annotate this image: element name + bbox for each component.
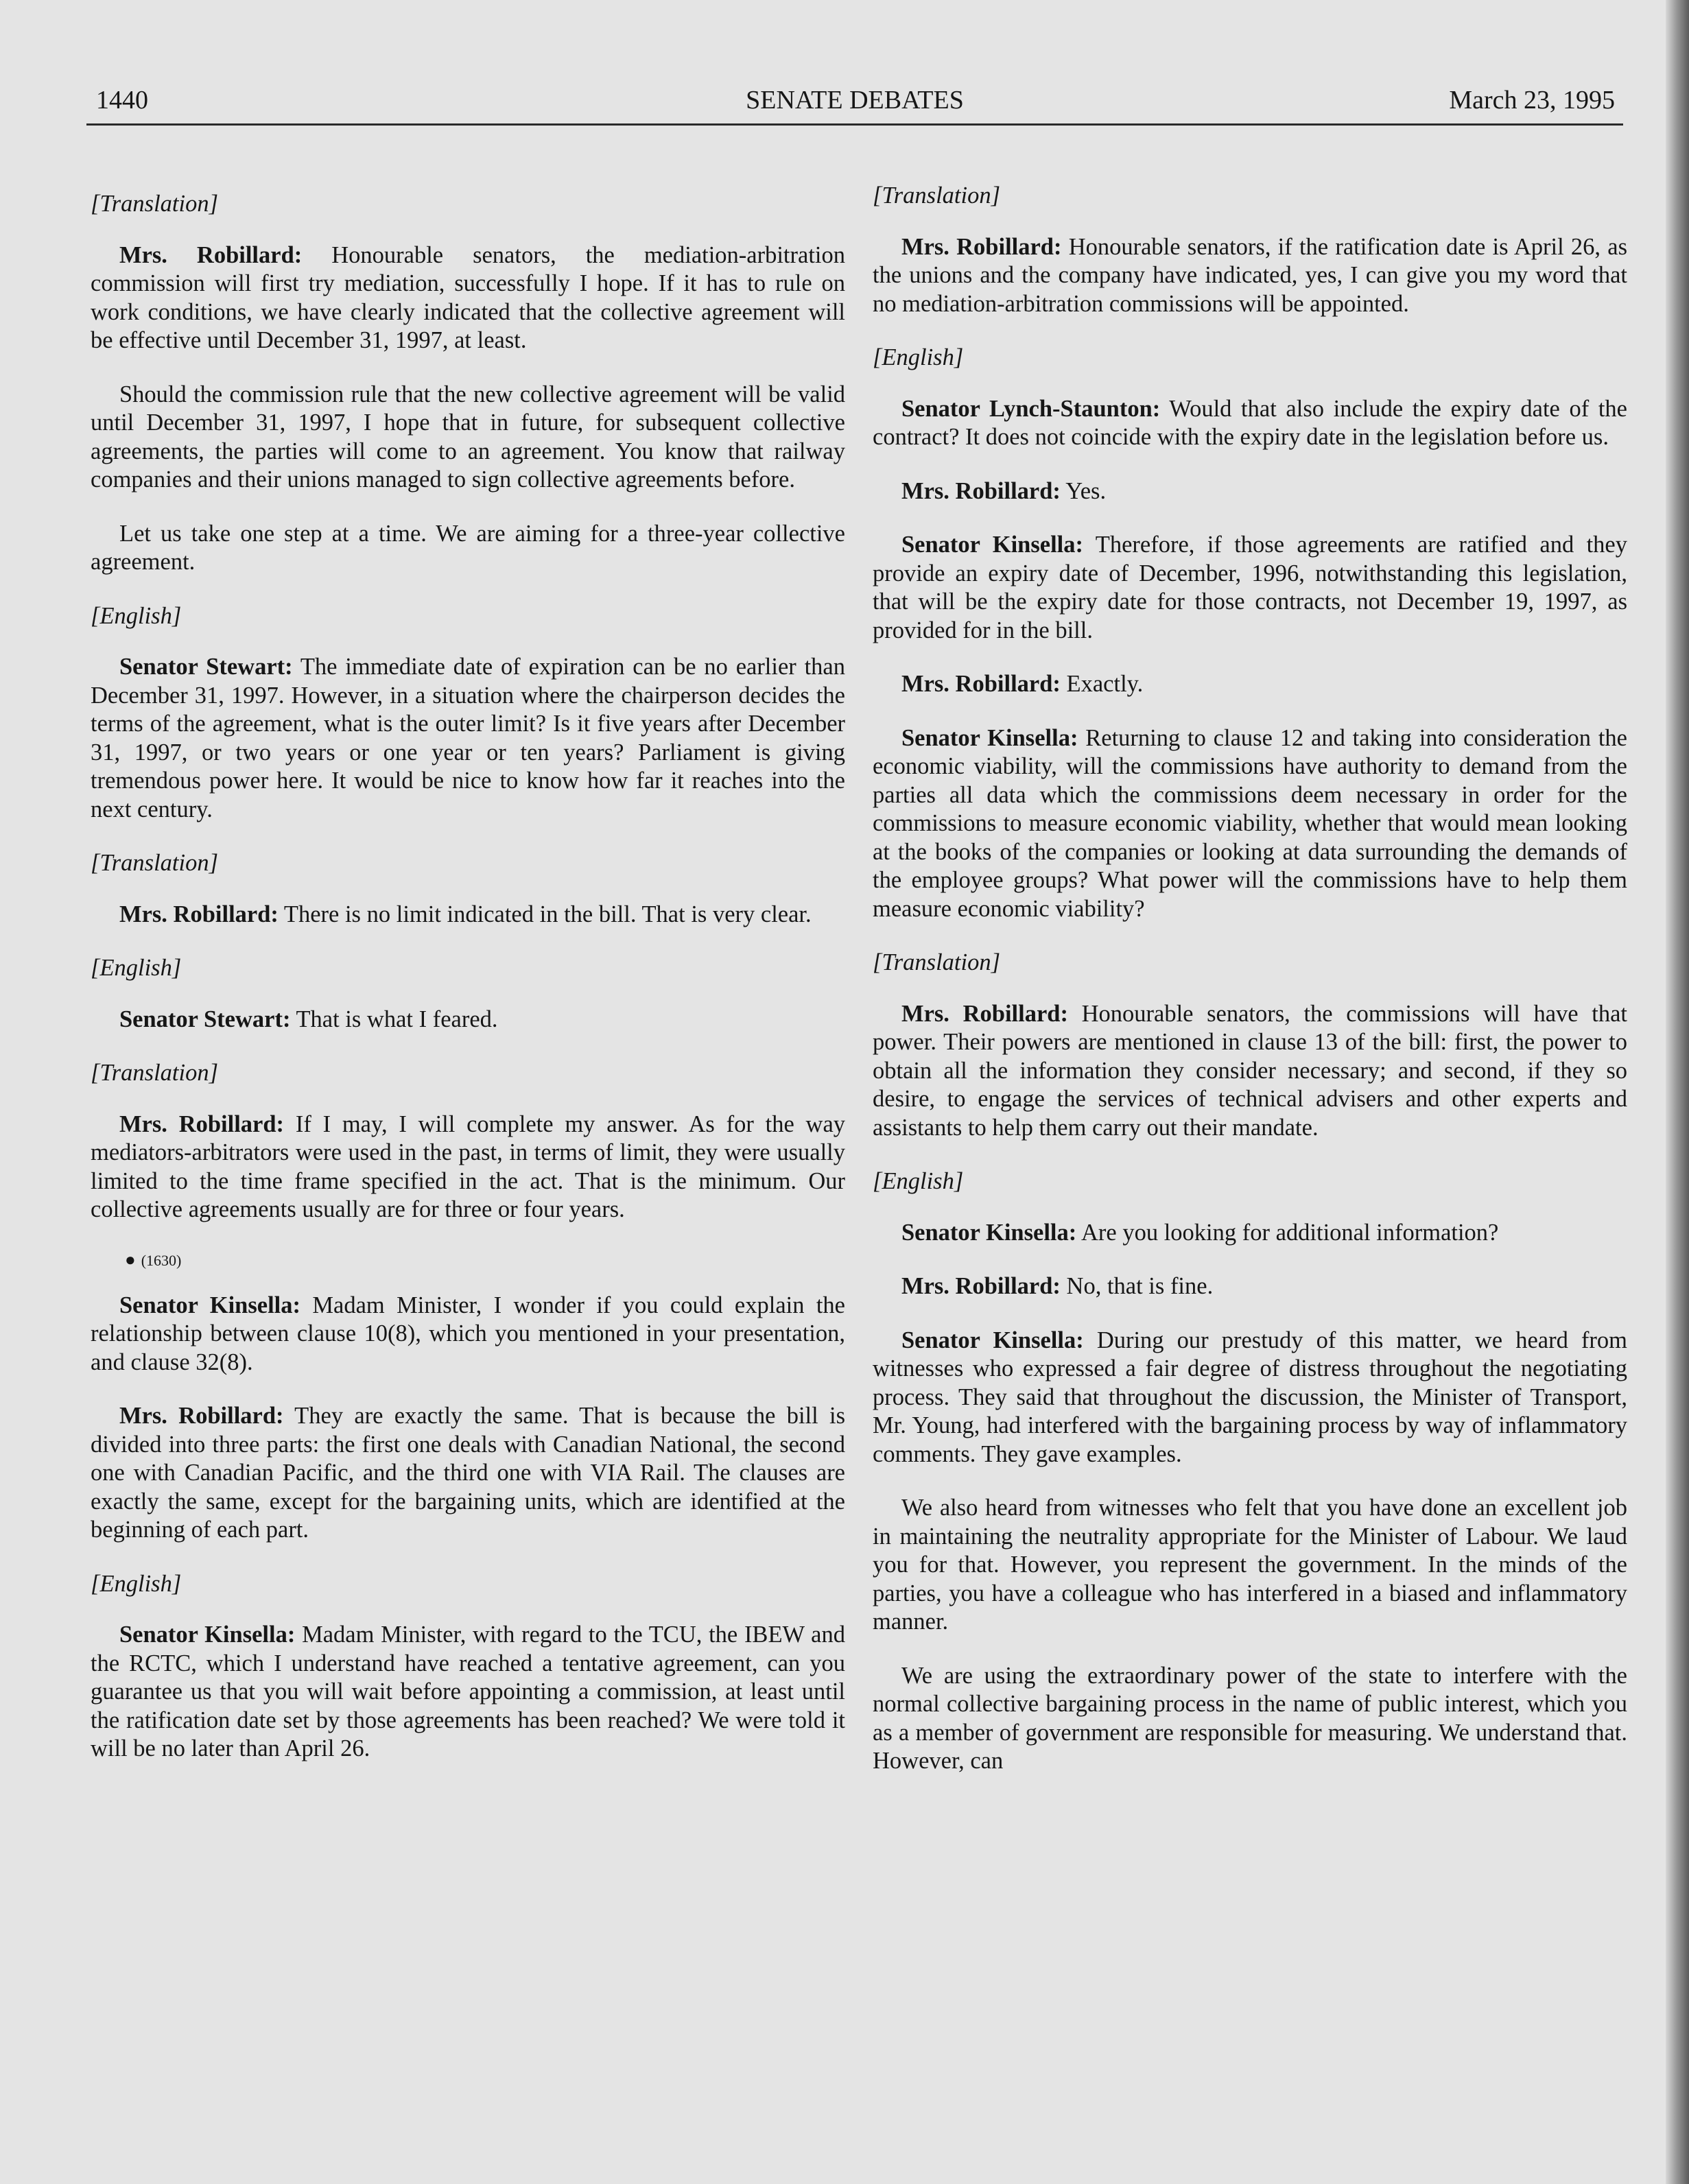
running-header (86, 81, 1623, 126)
section-marker: [English] (873, 1168, 964, 1194)
page-edge-shadow (1666, 0, 1689, 2184)
paragraph: Mrs. Robillard: Honourable senators, if the ratification date is April 26, as the unions and the company have indicated, yes, I can give you my word that no mediation-arbitration commissions will be appointed. (873, 233, 1627, 317)
paragraph: Should the commission rule that the new collective agreement will be valid until December 31, 1997, I hope that in future, for subsequent collective agreements, the parties will come to an agreement. You know that railway companies and their unions managed to sign collective agreements before. (91, 381, 845, 492)
speaker: Mrs. Robillard: (901, 671, 1061, 697)
speaker: Mrs. Robillard: (901, 1000, 1068, 1027)
time-stamp: ● (1630) (125, 1249, 182, 1270)
paragraph: We also heard from witnesses who felt that you have done an excellent job in maintaining the neutrality appropriate for the Minister of Labour. We laud you for that. However, you represent the government. In the minds of the parties, you have a colleague who has interfered in a biased and inflammatory manner. (873, 1495, 1627, 1635)
section-marker: [English] (91, 1570, 182, 1597)
paragraph: Senator Stewart: The immediate date of expiration can be no earlier than December 31, 1997. However, in a situation where the chairperson decides the terms of the agreement, what is the outer limit? Is it five years after December 31, 1997, or two years or one year or ten years? Parliament is giving tremendous power here. It would be nice to know how far it reaches into the next century. (91, 654, 845, 822)
speaker: Senator Lynch-Staunton: (901, 395, 1161, 422)
paragraph: Senator Kinsella: Are you looking for additional information? (901, 1219, 1499, 1246)
left-column (91, 190, 845, 1789)
paragraph: Senator Kinsella: During our prestudy of this matter, we heard from witnesses who expressed a fair degree of distress throughout the negotiating process. They said that throughout the discussion, the Minister of Transport, Mr. Young, had interfered with the bargaining process by way of inflammatory comments. They gave examples. (873, 1327, 1627, 1467)
bullet-icon: ● (125, 1249, 136, 1270)
paragraph: Senator Kinsella: Returning to clause 12 and taking into consideration the economic viability, will the commissions have authority to demand from the parties all data which the commissions deem necessary in order for the commissions to measure economic viability, whether that would mean looking at the books of the companies or looking at data surrounding the demands of the employee groups? What power will the commissions have to help them measure economic viability? (873, 724, 1627, 922)
speaker: Senator Kinsella: (119, 1622, 296, 1648)
speaker: Senator Kinsella: (901, 532, 1084, 558)
section-marker: [English] (873, 344, 964, 370)
paragraph: Let us take one step at a time. We are aiming for a three-year collective agreement. (91, 520, 845, 575)
speaker: Senator Kinsella: (901, 724, 1078, 751)
paragraph: Mrs. Robillard: Honourable senators, the mediation-arbitration commission will first try mediation, successfully I hope. If it has to rule on work conditions, we have clearly indicated that the collective agreement will be effective until December 31, 1997, at least. (91, 241, 845, 353)
paragraph: Mrs. Robillard: No, that is fine. (901, 1273, 1214, 1299)
paragraph: Senator Stewart: That is what I feared. (119, 1006, 498, 1032)
section-marker: [English] (91, 602, 182, 629)
section-marker: [Translation] (91, 191, 219, 217)
section-marker: [Translation] (91, 850, 219, 876)
speaker: Senator Stewart: (119, 1006, 291, 1032)
paragraph: Mrs. Robillard: If I may, I will complete my answer. As for the way mediators-arbitrators were used in the past, in terms of limit, they were usually limited to the time frame specified in the act. That is the minimum. Our collective agreements usually are for three or four years. (91, 1111, 846, 1222)
speaker: Mrs. Robillard: (119, 1111, 285, 1137)
speaker: Mrs. Robillard: (119, 241, 303, 268)
speaker: Senator Kinsella: (901, 1327, 1084, 1353)
section-marker: [Translation] (873, 949, 1001, 975)
speaker: Mrs. Robillard: (901, 233, 1062, 260)
speaker: Mrs. Robillard: (901, 477, 1061, 504)
speaker: Senator Kinsella: (119, 1292, 300, 1318)
section-marker: [English] (91, 955, 182, 981)
speaker: Mrs. Robillard: (119, 1403, 284, 1429)
speaker: Mrs. Robillard: (119, 901, 279, 927)
paragraph: Mrs. Robillard: Exactly. (901, 671, 1144, 697)
issue-date: March 23, 1995 (1449, 86, 1615, 115)
paragraph: Senator Kinsella: Madam Minister, with regard to the TCU, the IBEW and the RCTC, which I understand have reached a tentative agreement, can you guarantee us that you will wait before appointing a commission, at least until the ratification date set by those agreements has been reached? We were told it will be no later than April 26. (91, 1622, 845, 1761)
paragraph: Mrs. Robillard: There is no limit indicated in the bill. That is very clear. (119, 901, 812, 927)
speaker: Senator Kinsella: (901, 1219, 1077, 1246)
paragraph: Senator Kinsella: Therefore, if those agreements are ratified and they provide an expiry date of December, 1996, notwithstanding this legislation, that will be the expiry date for those contracts, not December 19, 1997, as provided for in the bill. (873, 532, 1627, 643)
paragraph: Mrs. Robillard: They are exactly the same. That is because the bill is divided into three parts: the first one deals with Canadian National, the second one with Canadian Pacific, and the third one with VIA Rail. The clauses are exactly the same, except for the bargaining units, which are identified at the beginning of each part. (91, 1403, 845, 1543)
page-number: 1440 (96, 86, 148, 115)
paragraph: Senator Lynch-Staunton: Would that also include the expiry date of the contract? It does not coincide with the expiry date in the legislation before us. (873, 395, 1628, 450)
speaker: Mrs. Robillard: (901, 1273, 1061, 1299)
speaker: Senator Stewart: (119, 654, 293, 680)
paragraph: Mrs. Robillard: Honourable senators, the commissions will have that power. Their powers are mentioned in clause 13 of the bill: first, the power to obtain all the information they consider necessary; and second, if they so desire, to engage the services of technical advisers and other experts and assistants to help them carry out their mandate. (873, 1000, 1627, 1141)
paragraph: We are using the extraordinary power of the state to interfere with the normal collective bargaining process in the name of public interest, which you as a member of government are responsible for measuring. We understand that. However, can (873, 1662, 1627, 1774)
publication-title: SENATE DEBATES (746, 86, 964, 115)
paragraph: Mrs. Robillard: Yes. (901, 477, 1107, 504)
section-marker: [Translation] (91, 1060, 219, 1086)
section-marker: [Translation] (873, 182, 1001, 209)
paragraph: Senator Kinsella: Madam Minister, I wonder if you could explain the relationship between clause 10(8), which you mentioned in your presentation, and clause 32(8). (91, 1292, 845, 1375)
right-column (873, 182, 1627, 1801)
